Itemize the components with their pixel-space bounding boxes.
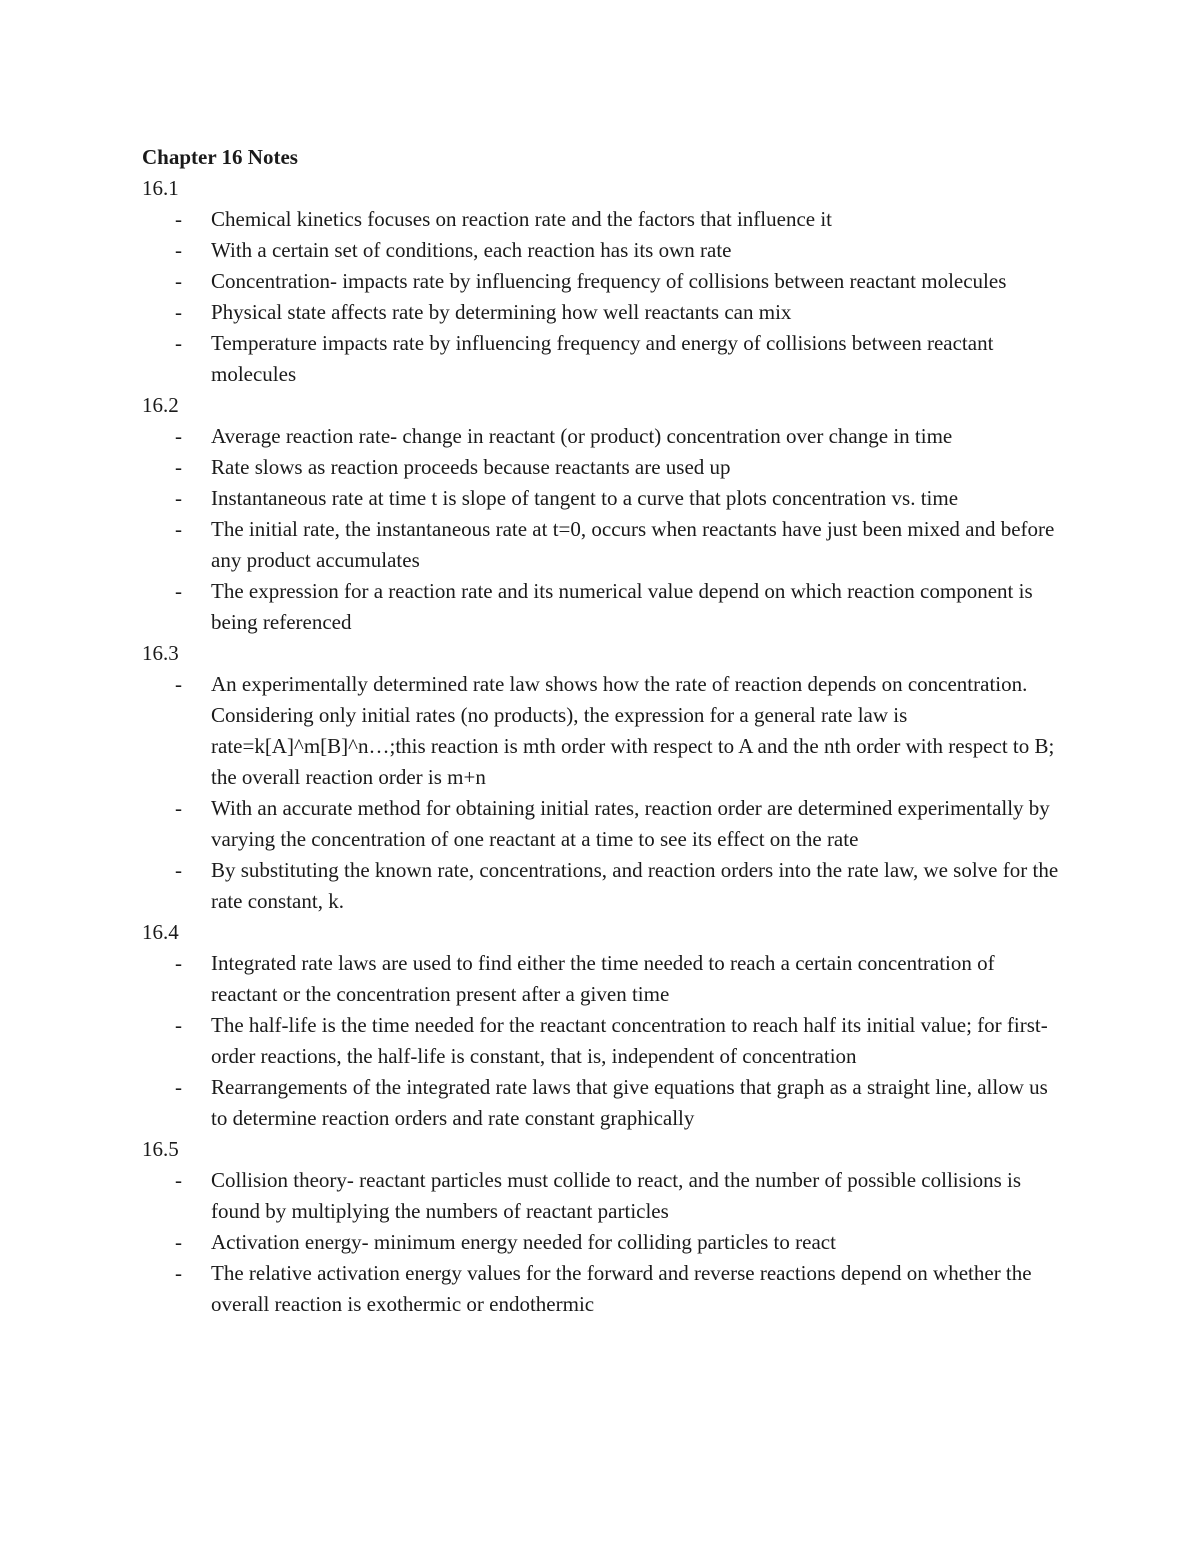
list-item	[142, 514, 1062, 576]
section-number: 16.5	[142, 1137, 179, 1161]
section-number: 16.4	[142, 920, 179, 944]
list-item-text: Physical state affects rate by determining how well reactants can mix	[211, 300, 792, 324]
bullet-dash: -	[175, 579, 182, 603]
list-item	[142, 204, 1062, 235]
bullet-list	[142, 204, 1062, 390]
list-item-text: An experimentally determined rate law shows how the rate of reaction depends on concentration. Considering only initial rates (no products), the expression for a general rate law is rate=k[A]^m[B]^n…;this reaction is mth order with respect to A and the nth order with respect to B; the overall reaction order is m+n	[211, 672, 1055, 789]
list-item-text: The relative activation energy values for the forward and reverse reactions depend on whether the overall reaction is exothermic or endothermic	[211, 1261, 1032, 1316]
list-item-text: With a certain set of conditions, each reaction has its own rate	[211, 238, 732, 262]
section-16-1	[142, 173, 1062, 390]
list-item-text: Chemical kinetics focuses on reaction rate and the factors that influence it	[211, 207, 833, 231]
list-item	[142, 297, 1062, 328]
list-item-text: The initial rate, the instantaneous rate at t=0, occurs when reactants have just been mixed and before any product accumulates	[211, 517, 1055, 572]
section-16-4	[142, 917, 1062, 1134]
section-16-3	[142, 638, 1062, 917]
bullet-dash: -	[175, 207, 182, 231]
list-item-text: Integrated rate laws are used to find either the time needed to reach a certain concentration of reactant or the concentration present after a given time	[211, 951, 995, 1006]
bullet-dash: -	[175, 455, 182, 479]
bullet-dash: -	[175, 331, 182, 355]
bullet-dash: -	[175, 1075, 182, 1099]
section-16-5	[142, 1134, 1062, 1320]
list-item	[142, 421, 1062, 452]
list-item-text: Rate slows as reaction proceeds because reactants are used up	[211, 455, 731, 479]
section-16-2	[142, 390, 1062, 638]
list-item-text: Collision theory- reactant particles must collide to react, and the number of possible collisions is found by multiplying the numbers of reactant particles	[211, 1168, 1022, 1223]
notes-body	[142, 173, 1062, 1320]
list-item	[142, 1258, 1062, 1320]
bullet-dash: -	[175, 300, 182, 324]
list-item	[142, 1072, 1062, 1134]
bullet-list	[142, 948, 1062, 1134]
list-item	[142, 1010, 1062, 1072]
list-item-text: By substituting the known rate, concentrations, and reaction orders into the rate law, we solve for the rate constant, k.	[211, 858, 1059, 913]
list-item-text: Concentration- impacts rate by influencing frequency of collisions between reactant molecules	[211, 269, 1007, 293]
bullet-dash: -	[175, 1261, 182, 1285]
list-item	[142, 855, 1062, 917]
bullet-dash: -	[175, 238, 182, 262]
bullet-dash: -	[175, 269, 182, 293]
list-item	[142, 235, 1062, 266]
list-item	[142, 793, 1062, 855]
bullet-list	[142, 421, 1062, 638]
bullet-list	[142, 1165, 1062, 1320]
list-item-text: Temperature impacts rate by influencing frequency and energy of collisions between reactant molecules	[211, 331, 994, 386]
bullet-dash: -	[175, 796, 182, 820]
bullet-dash: -	[175, 1230, 182, 1254]
list-item	[142, 266, 1062, 297]
list-item	[142, 452, 1062, 483]
list-item	[142, 1227, 1062, 1258]
bullet-dash: -	[175, 424, 182, 448]
list-item	[142, 576, 1062, 638]
section-number: 16.3	[142, 641, 179, 665]
list-item	[142, 483, 1062, 514]
bullet-dash: -	[175, 486, 182, 510]
bullet-dash: -	[175, 1013, 182, 1037]
bullet-dash: -	[175, 672, 182, 696]
list-item-text: The expression for a reaction rate and its numerical value depend on which reaction component is being referenced	[211, 579, 1033, 634]
list-item	[142, 948, 1062, 1010]
bullet-dash: -	[175, 858, 182, 882]
list-item	[142, 328, 1062, 390]
list-item-text: Activation energy- minimum energy needed for colliding particles to react	[211, 1230, 836, 1254]
list-item	[142, 1165, 1062, 1227]
list-item-text: Instantaneous rate at time t is slope of tangent to a curve that plots concentration vs. time	[211, 486, 959, 510]
page-title: Chapter 16 Notes	[142, 145, 298, 169]
bullet-dash: -	[175, 1168, 182, 1192]
list-item-text: Average reaction rate- change in reactant (or product) concentration over change in time	[211, 424, 953, 448]
bullet-dash: -	[175, 951, 182, 975]
list-item-text: Rearrangements of the integrated rate laws that give equations that graph as a straight line, allow us to determine reaction orders and rate constant graphically	[211, 1075, 1048, 1130]
list-item-text: The half-life is the time needed for the reactant concentration to reach half its initial value; for first-order reactions, the half-life is constant, that is, independent of concentration	[211, 1013, 1048, 1068]
list-item	[142, 669, 1062, 793]
list-item-text: With an accurate method for obtaining initial rates, reaction order are determined experimentally by varying the concentration of one reactant at a time to see its effect on the rate	[211, 796, 1050, 851]
section-number: 16.1	[142, 176, 179, 200]
bullet-list	[142, 669, 1062, 917]
bullet-dash: -	[175, 517, 182, 541]
document-page	[142, 142, 1062, 1320]
section-number: 16.2	[142, 393, 179, 417]
